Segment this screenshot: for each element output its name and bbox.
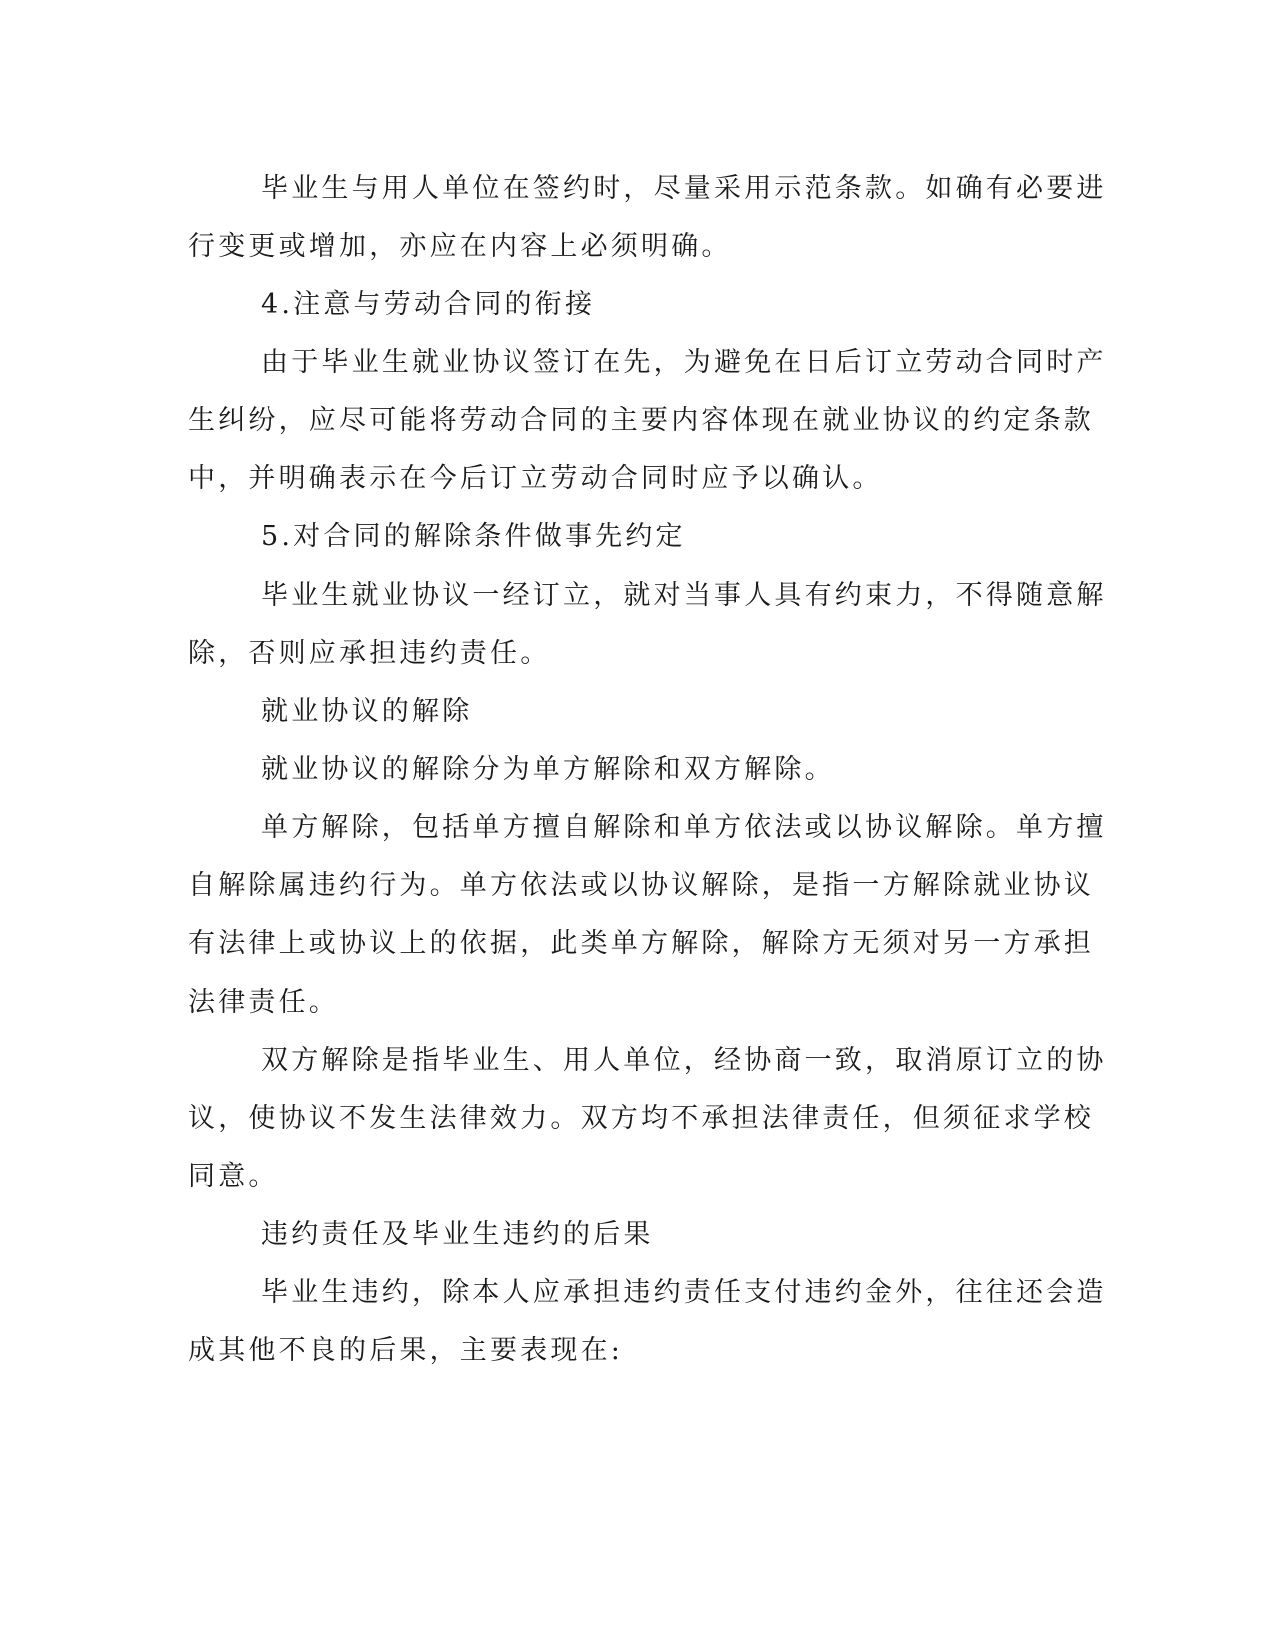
text-line: 由于毕业生就业协议签订在先，为避免在日后订立劳动合同时产 bbox=[261, 347, 1107, 378]
text-line: 有法律上或协议上的依据，此类单方解除，解除方无须对另一方承担 bbox=[188, 928, 1094, 959]
text-line: 行变更或增加，亦应在内容上必须明确。 bbox=[188, 231, 732, 262]
text-line: 中，并明确表示在今后订立劳动合同时应予以确认。 bbox=[188, 463, 883, 494]
text-line: 单方解除，包括单方擅自解除和单方依法或以协议解除。单方擅 bbox=[261, 812, 1107, 843]
text-line: 成其他不良的后果，主要表现在: bbox=[188, 1335, 624, 1366]
text-line: 法律责任。 bbox=[188, 987, 339, 1018]
text-line: 毕业生违约，除本人应承担违约责任支付违约金外，往往还会造 bbox=[261, 1277, 1107, 1308]
text-line: 同意。 bbox=[188, 1161, 279, 1192]
section-heading: 就业协议的解除 bbox=[261, 696, 473, 727]
text-line: 就业协议的解除分为单方解除和双方解除。 bbox=[261, 754, 835, 785]
text-line: 自解除属违约行为。单方依法或以协议解除，是指一方解除就业协议 bbox=[188, 870, 1094, 901]
text-line: 毕业生与用人单位在签约时，尽量采用示范条款。如确有必要进 bbox=[261, 173, 1107, 204]
text-line: 毕业生就业协议一经订立，就对当事人具有约束力，不得随意解 bbox=[261, 580, 1107, 611]
text-line: 除，否则应承担违约责任。 bbox=[188, 638, 551, 669]
text-line: 议，使协议不发生法律效力。双方均不承担法律责任，但须征求学校 bbox=[188, 1103, 1094, 1134]
section-heading: 4.注意与劳动合同的衔接 bbox=[261, 289, 596, 320]
text-line: 双方解除是指毕业生、用人单位，经协商一致，取消原订立的协 bbox=[261, 1045, 1107, 1076]
text-line: 生纠纷，应尽可能将劳动合同的主要内容体现在就业协议的约定条款 bbox=[188, 405, 1094, 436]
section-heading: 违约责任及毕业生违约的后果 bbox=[261, 1219, 654, 1250]
section-heading: 5.对合同的解除条件做事先约定 bbox=[261, 521, 686, 552]
